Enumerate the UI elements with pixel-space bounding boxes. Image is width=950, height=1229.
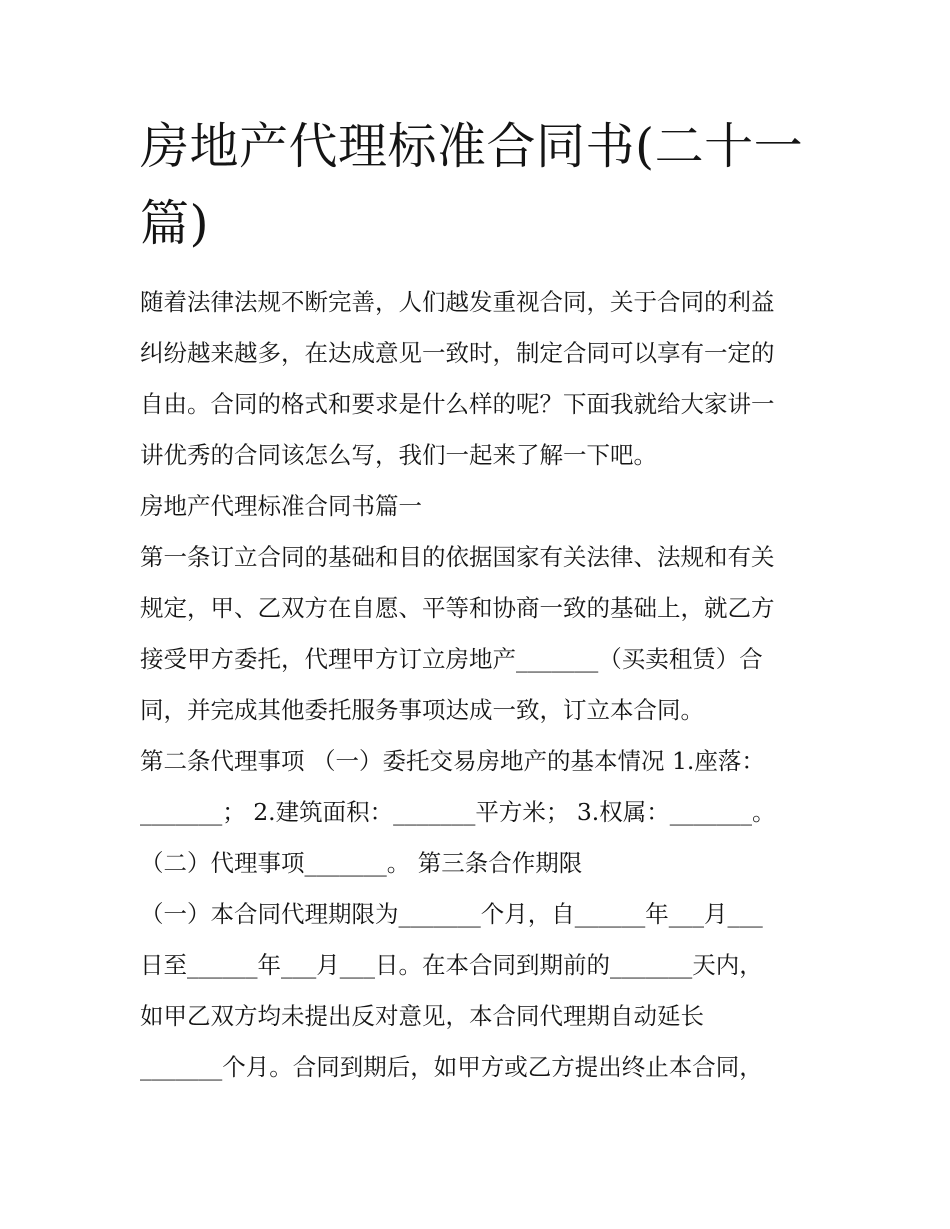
- clause-line: 日至______年___月___日。在本合同到期前的_______天内，: [140, 951, 763, 979]
- document-body: [140, 277, 830, 1093]
- clause-line: 规定，甲、乙双方在自愿、平等和协商一致的基础上，就乙方: [140, 594, 775, 622]
- clause-line: _______个月。合同到期后，如甲方或乙方提出终止本合同，: [140, 1053, 763, 1081]
- section-heading: 房地产代理标准合同书篇一: [140, 492, 422, 520]
- intro-paragraph-line: 讲优秀的合同该怎么写，我们一起来了解一下吧。: [140, 441, 657, 469]
- intro-paragraph-line: 纠纷越来越多，在达成意见一致时，制定合同可以享有一定的: [140, 339, 775, 367]
- clause-line: 第二条代理事项 （一）委托交易房地产的基本情况 1.座落：: [140, 747, 765, 775]
- title-line: 房地产代理标准合同书(二十一: [140, 118, 804, 175]
- document-title: [140, 108, 830, 262]
- clause-line: _______； 2.建筑面积：_______平方米； 3.权属：_______。: [140, 798, 776, 826]
- title-line: 篇): [140, 195, 210, 252]
- clause-line: 同，并完成其他委托服务事项达成一致，订立本合同。: [140, 696, 704, 724]
- clause-line: 接受甲方委托，代理甲方订立房地产_______（买卖租赁）合: [140, 645, 763, 673]
- clause-line: 第一条订立合同的基础和目的依据国家有关法律、法规和有关: [140, 543, 775, 571]
- intro-paragraph-line: 自由。合同的格式和要求是什么样的呢？下面我就给大家讲一: [140, 390, 775, 418]
- clause-line: （一）本合同代理期限为_______个月，自______年___月___: [140, 900, 763, 928]
- clause-line: （二）代理事项_______。 第三条合作期限: [140, 849, 583, 877]
- intro-paragraph-line: 随着法律法规不断完善，人们越发重视合同，关于合同的利益: [140, 288, 775, 316]
- clause-line: 如甲乙双方均未提出反对意见，本合同代理期自动延长: [140, 1002, 704, 1030]
